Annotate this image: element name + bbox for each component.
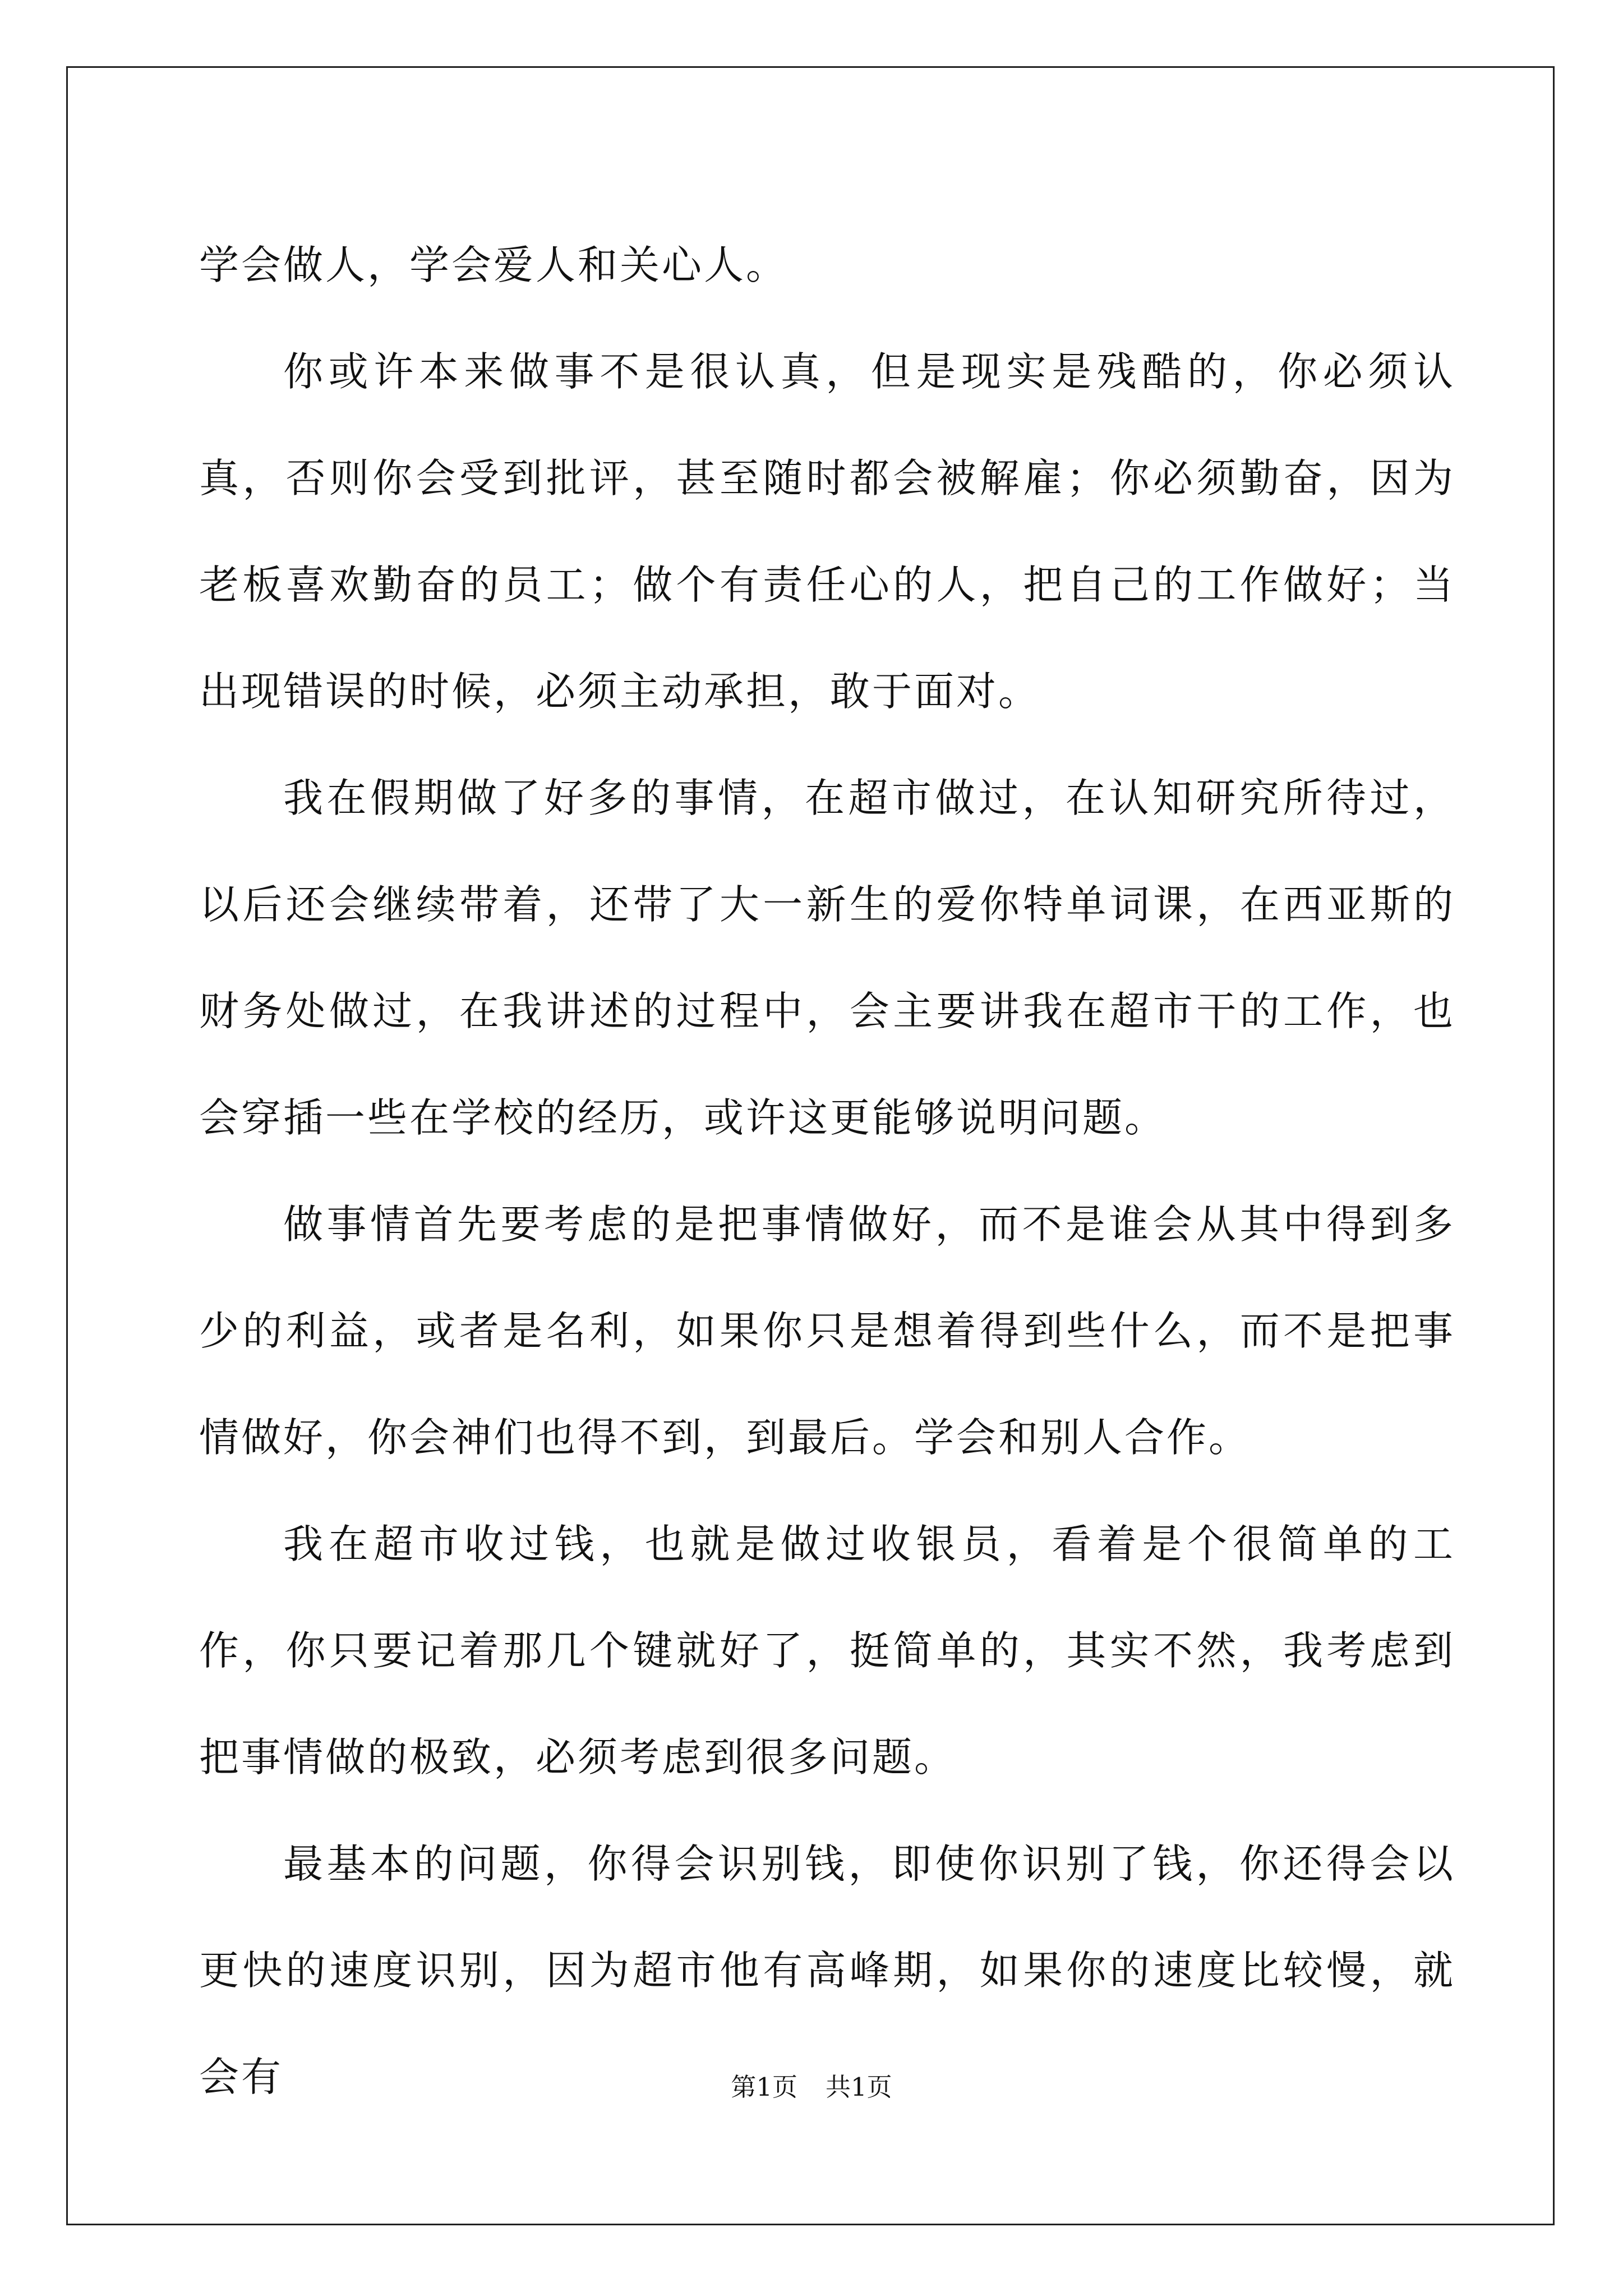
paragraph: 做事情首先要考虑的是把事情做好，而不是谁会从其中得到多少的利益，或者是名利，如果你只是想着得到些什么，而不是把事情做好，你会神们也得不到，到最后。学会和别人合作。: [199, 1201, 1455, 1461]
document-body: [199, 212, 1455, 2131]
page-number: 第1页: [731, 2072, 797, 2102]
page-total: 共1页: [826, 2072, 892, 2102]
paragraph: 学会做人，学会爱人和关心人。: [199, 242, 789, 288]
page-footer: [0, 2067, 1623, 2103]
paragraph: 我在假期做了好多的事情，在超市做过，在认知研究所待过，以后还会继续带着，还带了大一新生的爱你特单词课，在西亚斯的财务处做过，在我讲述的过程中，会主要讲我在超市干的工作，也会穿插一些在学校的经历，或许这更能够说明问题。: [199, 775, 1455, 1141]
paragraph: 你或许本来做事不是很认真，但是现实是残酷的，你必须认真，否则你会受到批评，甚至随时都会被解雇；你必须勤奋，因为老板喜欢勤奋的员工；做个有责任心的人，把自己的工作做好；当出现错误的时候，必须主动承担，敢于面对。: [199, 348, 1455, 715]
paragraph: 我在超市收过钱，也就是做过收银员，看着是个很简单的工作，你只要记着那几个键就好了，挺简单的，其实不然，我考虑到把事情做的极致，必须考虑到很多问题。: [199, 1521, 1455, 1780]
paragraph: 最基本的问题，你得会识别钱，即使你识别了钱，你还得会以更快的速度识别，因为超市他有高峰期，如果你的速度比较慢，就会有: [199, 1841, 1455, 2100]
